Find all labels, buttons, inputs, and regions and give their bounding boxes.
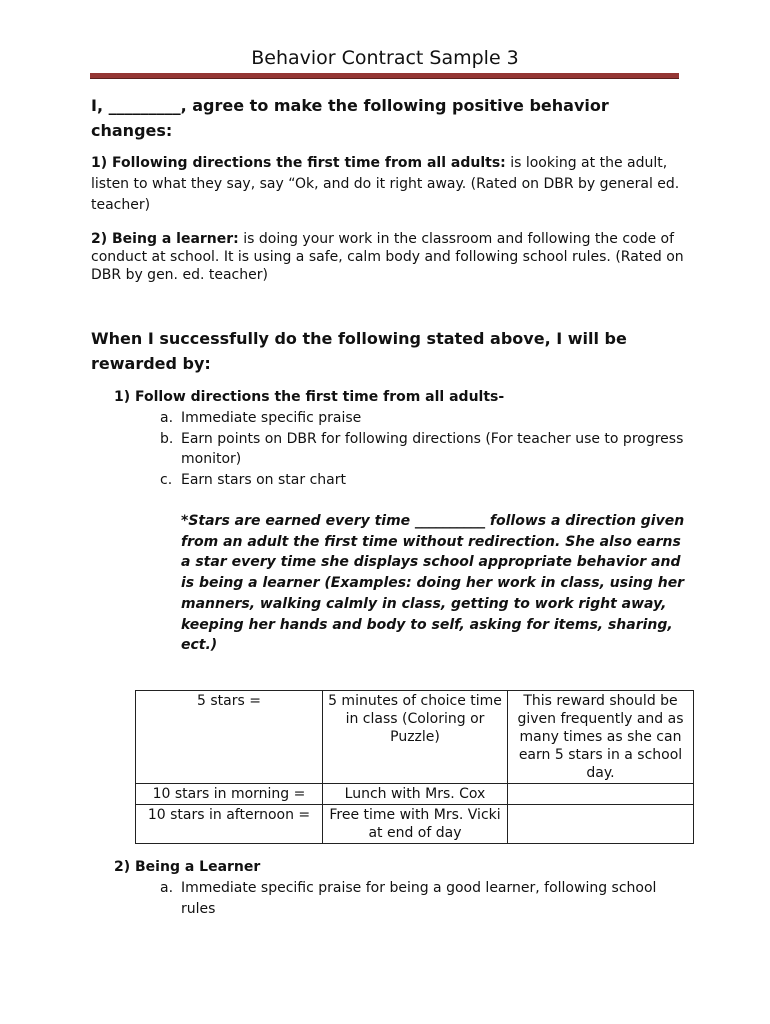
title-divider [90, 73, 679, 79]
behavior-description: is looking at the adult, listen to what they say, say “Ok, and do it right away. (Rated on DBR by general ed. teacher) [91, 155, 680, 213]
table-cell: This reward should be given frequently and as many times as she can earn 5 stars in a school day. [508, 691, 694, 784]
list-marker: a. [160, 410, 174, 426]
table-cell: 10 stars in afternoon = [136, 805, 323, 844]
section-being-learner-title: 2) Being a Learner [114, 859, 261, 875]
agreement-statement: I, _________, agree to make the following positive behavior changes: [91, 96, 609, 140]
being-learner-list [160, 878, 690, 919]
list-item-text: Earn points on DBR for following directions (For teacher use to progress monitor) [181, 430, 684, 467]
behavior-description: is doing your work in the classroom and following the code of conduct at school. It is using a safe, calm body and following school rules. (Rated on DBR by gen. ed. teacher) [91, 231, 684, 283]
table-row [136, 784, 694, 805]
behavior-label: 1) Following directions the first time from all adults: [91, 155, 506, 171]
list-item-text: Immediate specific praise for being a good learner, following school rules [181, 880, 657, 917]
page-title: Behavior Contract Sample 3 [251, 47, 519, 69]
table-cell: Lunch with Mrs. Cox [323, 784, 508, 805]
table-row [136, 805, 694, 844]
table-cell: 10 stars in morning = [136, 784, 323, 805]
behavior-item-2 [91, 230, 691, 284]
list-item [160, 429, 690, 470]
stars-note: *Stars are earned every time __________ follows a direction given from an adult the first time without redirection. She also earns a star every time she displays school appropriate behavior and is being a learner (Examples: doing her work in class, using her manners, walking calmly in class, getting to work right away, keeping her hands and body to self, asking for items, sharing, ect.) [181, 513, 685, 654]
list-item-text: Earn stars on star chart [181, 471, 346, 488]
table-cell: 5 stars = [136, 691, 323, 784]
list-item-text: Immediate specific praise [181, 410, 362, 426]
list-item [160, 408, 690, 429]
list-marker: c. [160, 471, 173, 488]
list-item [160, 878, 690, 919]
behavior-item-1 [91, 153, 691, 216]
list-marker: b. [160, 430, 174, 447]
follow-directions-list [160, 408, 690, 490]
reward-heading: When I successfully do the following stated above, I will be rewarded by: [91, 329, 627, 373]
table-cell [508, 784, 694, 805]
list-marker: a. [160, 880, 174, 896]
table-cell [508, 805, 694, 844]
section-follow-directions-title: 1) Follow directions the first time from all adults- [114, 389, 505, 405]
reward-table [135, 690, 694, 844]
table-cell: Free time with Mrs. Vicki at end of day [323, 805, 508, 844]
table-row [136, 691, 694, 784]
list-item [160, 470, 690, 491]
table-cell: 5 minutes of choice time in class (Coloring or Puzzle) [323, 691, 508, 784]
behavior-label: 2) Being a learner: [91, 231, 239, 247]
